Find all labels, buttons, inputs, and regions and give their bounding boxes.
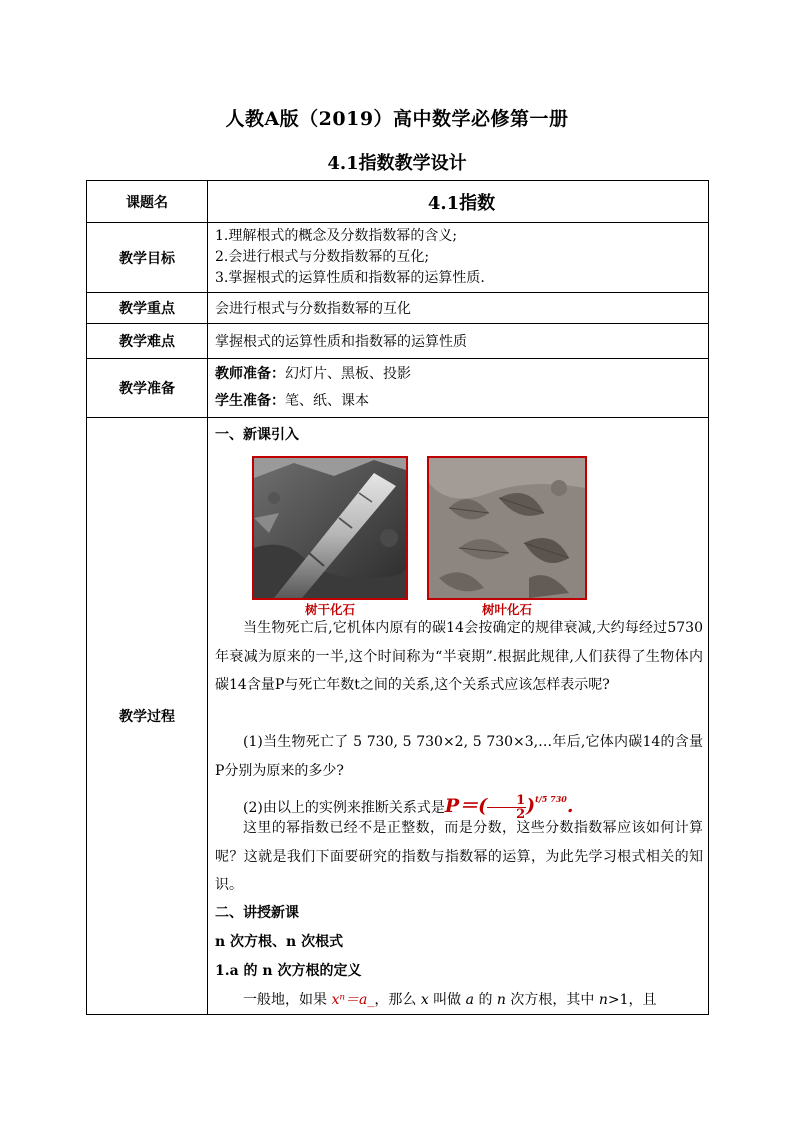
- subheading-nth-root: n 次方根、n 次根式: [215, 934, 344, 950]
- table-row-key-points: [87, 293, 709, 324]
- formula-exponent: t/5 730: [535, 794, 567, 804]
- var-n: n: [496, 992, 506, 1008]
- definition-line: [215, 986, 703, 1014]
- definition-text: 的: [474, 992, 497, 1008]
- formula-rhs: ): [526, 795, 536, 817]
- formula-denominator: 2: [516, 806, 526, 822]
- definition-text: 次方根，其中: [505, 992, 599, 1008]
- leaf-fossil-image: [427, 456, 587, 600]
- preparation-label: 教学准备: [87, 359, 208, 418]
- formula-numerator: 1: [487, 794, 526, 808]
- formula-end: .: [566, 795, 574, 817]
- lesson-plan-table: [86, 180, 709, 1015]
- preparation-value: [208, 359, 709, 418]
- difficulties-label: 教学难点: [87, 324, 208, 359]
- process-label: 教学过程: [87, 418, 208, 1015]
- student-prep: [215, 388, 708, 415]
- intro-paragraph: 当生物死亡后,它机体内原有的碳14会按确定的规律衰减,大约每经过5730年衰减为原来的一半,这个时间称为“半衰期”.根据此规律,人们获得了生物体内碳14含量P与死亡年数t之间的关系,这个关系式应该怎样表示呢?: [215, 620, 703, 693]
- question-2-text: (2)由以上的实例来推断关系式是: [243, 800, 445, 816]
- document-subtitle: 4.1指数教学设计: [327, 153, 467, 174]
- teacher-prep-value: 幻灯片、黑板、投影: [285, 366, 411, 382]
- teacher-prep: [215, 361, 708, 388]
- formula-lhs: P＝(: [444, 795, 488, 817]
- topic-value: 4.1指数: [208, 181, 709, 223]
- var-a: a: [465, 992, 474, 1008]
- goals-label: 教学目标: [87, 223, 208, 293]
- goal-item: 1.理解根式的概念及分数指数幂的含义;: [215, 228, 458, 244]
- key-points-label: 教学重点: [87, 293, 208, 324]
- section-heading-new-lesson: 二、讲授新课: [215, 905, 299, 921]
- definition-text: 叫做: [428, 992, 466, 1008]
- table-row-topic: [87, 181, 709, 223]
- var-x: x: [420, 992, 429, 1008]
- key-points-value: 会进行根式与分数指数幂的互化: [208, 293, 709, 324]
- table-row-difficulties: [87, 324, 709, 359]
- var-n: n: [598, 992, 608, 1008]
- document-title: 人教A版（2019）高中数学必修第一册: [225, 108, 569, 130]
- subheading-definition: 1.a 的 n 次方根的定义: [215, 963, 362, 979]
- student-prep-label: 学生准备：: [215, 393, 285, 409]
- tree-trunk-fossil-image: [252, 456, 408, 600]
- process-content: [208, 418, 708, 1014]
- table-row-goals: [87, 223, 709, 293]
- trunk-caption: 树干化石: [304, 602, 355, 617]
- question-1: (1)当生物死亡了 5 730, 5 730×2, 5 730×3,…年后,它体内碳14的含量P分别为原来的多少?: [215, 734, 703, 779]
- definition-text: >1，且: [607, 992, 657, 1008]
- definition-text: 一般地，如果: [243, 992, 332, 1008]
- definition-text: ，那么: [374, 992, 421, 1008]
- definition-equation: xⁿ＝a_: [331, 992, 375, 1008]
- difficulties-value: 掌握根式的运算性质和指数幂的运算性质: [208, 324, 709, 359]
- goal-item: 2.会进行根式与分数指数幂的互化;: [215, 249, 430, 265]
- student-prep-value: 笔、纸、课本: [285, 393, 369, 409]
- teacher-prep-label: 教师准备：: [215, 366, 285, 382]
- topic-label: 课题名: [87, 181, 208, 223]
- leaf-caption: 树叶化石: [481, 602, 532, 617]
- goals-value: [208, 223, 709, 293]
- section-heading-intro: 一、新课引入: [215, 427, 299, 443]
- table-row-preparation: [87, 359, 709, 418]
- transition-paragraph: 这里的幂指数已经不是正整数，而是分数，这些分数指数幂应该如何计算呢？这就是我们下面要研究的指数与指数幂的运算，为此先学习根式相关的知识。: [215, 820, 703, 893]
- process-value: [208, 418, 709, 1015]
- goal-item: 3.掌握根式的运算性质和指数幂的运算性质.: [215, 270, 485, 286]
- table-row-process: [87, 418, 709, 1015]
